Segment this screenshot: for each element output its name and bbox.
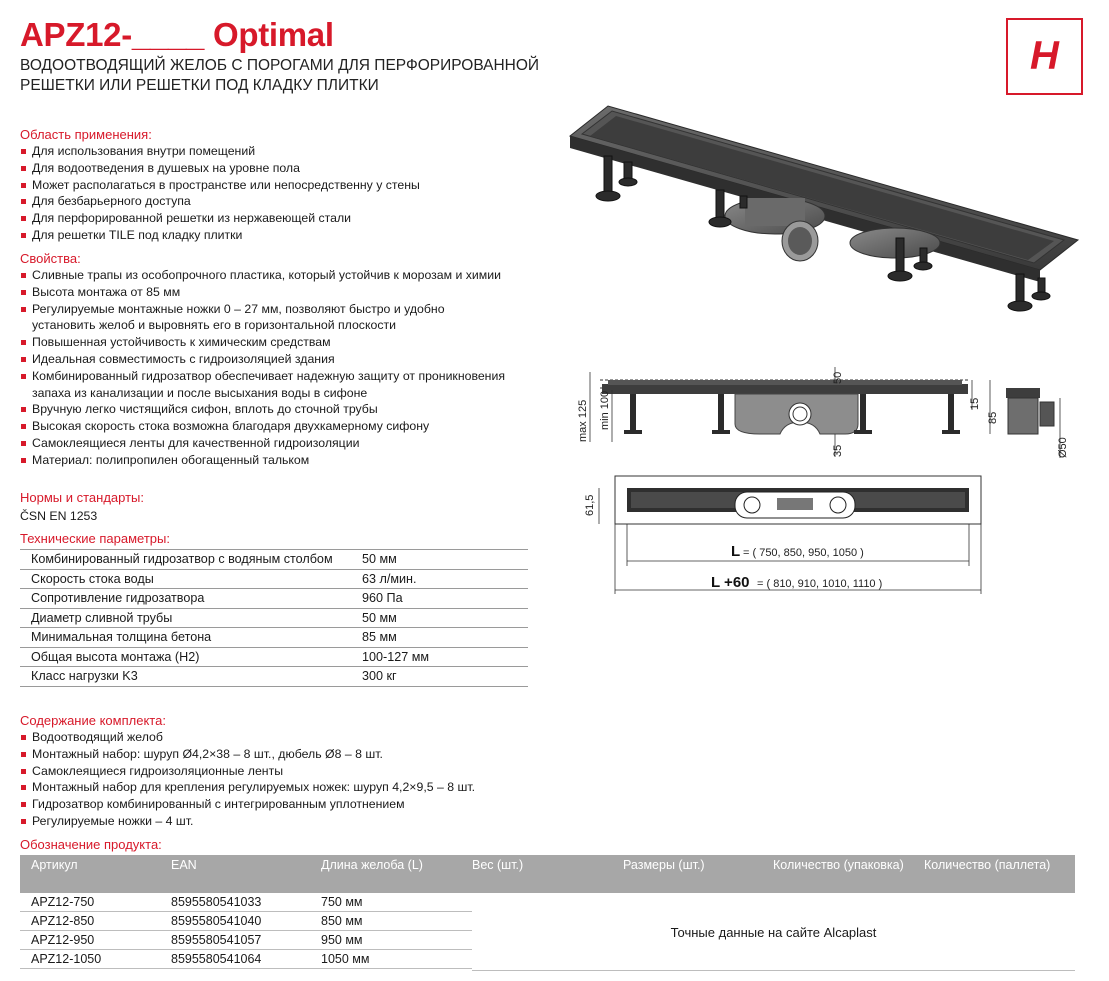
- dim-15: 15: [969, 397, 981, 410]
- dim-l-label: L: [731, 543, 741, 560]
- col-header: Размеры (шт.): [623, 858, 705, 872]
- tech-value: 960 Па: [362, 589, 528, 609]
- col-header: EAN: [171, 858, 197, 872]
- table-row: [20, 667, 528, 687]
- table-row: [20, 950, 472, 969]
- table-row: [20, 893, 472, 912]
- kit-title: Содержание комплекта:: [20, 713, 166, 728]
- dim-dia50: Ø50: [1057, 437, 1069, 458]
- tech-name: Минимальная толщина бетона: [20, 628, 362, 648]
- dim-85: 85: [987, 411, 999, 424]
- tech-name: Скорость стока воды: [20, 569, 362, 589]
- ean-cell: 8595580541057: [171, 933, 262, 947]
- col-header: Длина желоба (L): [321, 858, 423, 872]
- table-header: [20, 855, 1075, 893]
- length-cell: 750 мм: [321, 895, 363, 909]
- application-list: [20, 143, 520, 244]
- list-item: Для перфорированной решетки из нержавеющей стали: [20, 210, 520, 227]
- col-header: Количество (паллета): [924, 858, 1051, 872]
- list-item: Гидрозатвор комбинированный с интегрированным уплотнением: [20, 796, 520, 813]
- drain-3d-illustration: [560, 98, 1085, 323]
- side-elevation-drawing: [560, 362, 1070, 460]
- dim-615: 61,5: [584, 494, 596, 516]
- tech-value: 100-127 мм: [362, 647, 528, 667]
- table-row: [20, 647, 528, 667]
- list-item: Высота монтажа от 85 мм: [20, 284, 510, 301]
- sku-cell: APZ12-750: [31, 895, 95, 909]
- application-title: Область применения:: [20, 127, 152, 142]
- list-item: Регулируемые ножки – 4 шт.: [20, 813, 520, 830]
- ean-cell: 8595580541033: [171, 895, 262, 909]
- list-item: Для использования внутри помещений: [20, 143, 520, 160]
- list-item: Самоклеящиеся ленты для качественной гидроизоляции: [20, 435, 510, 452]
- dim-min100: min 100: [599, 390, 611, 430]
- page-subtitle: ВОДООТВОДЯЩИЙ ЖЕЛОБ С ПОРОГАМИ ДЛЯ ПЕРФОРИРОВАННОЙ РЕШЕТКИ ИЛИ РЕШЕТКИ ПОД КЛАДКУ ПЛИТКИ: [20, 57, 540, 94]
- list-item: Сливные трапы из особопрочного пластика, который устойчив к морозам и химии: [20, 267, 510, 284]
- list-item: Для безбарьерного доступа: [20, 193, 520, 210]
- dim-l60-label: L +60: [711, 574, 750, 591]
- list-item: Самоклеящиеся гидроизоляционные ленты: [20, 763, 520, 780]
- kit-list: [20, 729, 520, 830]
- table-row: [20, 912, 472, 931]
- dim-35: 35: [832, 444, 844, 457]
- list-item: Идеальная совместимость с гидроизоляцией здания: [20, 351, 510, 368]
- list-item: Материал: полипропилен обогащенный тальком: [20, 452, 510, 469]
- properties-list: [20, 267, 510, 469]
- sku-cell: APZ12-950: [31, 933, 95, 947]
- properties-title: Свойства:: [20, 251, 81, 266]
- tech-name: Сопротивление гидрозатвора: [20, 589, 362, 609]
- list-item: Для водоотведения в душевых на уровне пола: [20, 160, 520, 177]
- table-row: [20, 569, 528, 589]
- tech-table: [20, 549, 528, 687]
- table-row: [20, 589, 528, 609]
- tech-value: 300 кг: [362, 667, 528, 687]
- products-title: Обозначение продукта:: [20, 837, 162, 852]
- length-cell: 950 мм: [321, 933, 363, 947]
- tech-title: Технические параметры:: [20, 531, 170, 546]
- list-item: Монтажный набор для крепления регулируемых ножек: шуруп 4,2×9,5 – 8 шт.: [20, 779, 520, 796]
- tech-name: Общая высота монтажа (H2): [20, 647, 362, 667]
- list-item: Монтажный набор: шуруп Ø4,2×38 – 8 шт., дюбель Ø8 – 8 шт.: [20, 746, 520, 763]
- list-item: Комбинированный гидрозатвор обеспечивает надежную защиту от проникновения запаха из канализации и после высыхания воды в сифоне: [20, 368, 510, 402]
- products-note: Точные данные на сайте Alcaplast: [472, 895, 1075, 971]
- products-table: [20, 855, 1075, 969]
- height-badge: H: [1006, 18, 1083, 95]
- list-item: Высокая скорость стока возможна благодаря двухкамерному сифону: [20, 418, 510, 435]
- dim-50: 50: [832, 371, 844, 384]
- dim-max125: max 125: [577, 399, 589, 442]
- tech-value: 50 мм: [362, 608, 528, 628]
- tech-value: 85 мм: [362, 628, 528, 648]
- norms-value: ČSN EN 1253: [20, 509, 98, 523]
- list-item: Водоотводящий желоб: [20, 729, 520, 746]
- norms-title: Нормы и стандарты:: [20, 490, 145, 505]
- length-cell: 850 мм: [321, 914, 363, 928]
- table-row: [20, 608, 528, 628]
- table-row: [20, 628, 528, 648]
- list-item: Вручную легко чистящийся сифон, вплоть до сточной трубы: [20, 401, 510, 418]
- table-row: [20, 931, 472, 950]
- top-view-drawing: [575, 470, 995, 600]
- list-item: Регулируемые монтажные ножки 0 – 27 мм, позволяют быстро и удобно установить желоб и выровнять его в горизонтальной плоскости: [20, 301, 510, 335]
- dim-l-values: = ( 750, 850, 950, 1050 ): [743, 547, 864, 559]
- ean-cell: 8595580541040: [171, 914, 262, 928]
- list-item: Для решетки TILE под кладку плитки: [20, 227, 520, 244]
- table-row: [20, 550, 528, 570]
- dim-l60-values: = ( 810, 910, 1010, 1110 ): [757, 578, 883, 590]
- tech-name: Диаметр сливной трубы: [20, 608, 362, 628]
- tech-name: Класс нагрузки K3: [20, 667, 362, 687]
- ean-cell: 8595580541064: [171, 952, 262, 966]
- page-title: APZ12-____ Optimal: [20, 16, 334, 53]
- sku-cell: APZ12-850: [31, 914, 95, 928]
- length-cell: 1050 мм: [321, 952, 370, 966]
- list-item: Может располагаться в пространстве или непосредственну у стены: [20, 177, 520, 194]
- tech-value: 50 мм: [362, 550, 528, 570]
- col-header: Количество (упаковка): [773, 858, 904, 872]
- col-header: Артикул: [31, 858, 78, 872]
- sku-cell: APZ12-1050: [31, 952, 102, 966]
- tech-name: Комбинированный гидрозатвор с водяным столбом: [20, 550, 362, 570]
- list-item: Повышенная устойчивость к химическим средствам: [20, 334, 510, 351]
- col-header: Вес (шт.): [472, 858, 524, 872]
- tech-value: 63 л/мин.: [362, 569, 528, 589]
